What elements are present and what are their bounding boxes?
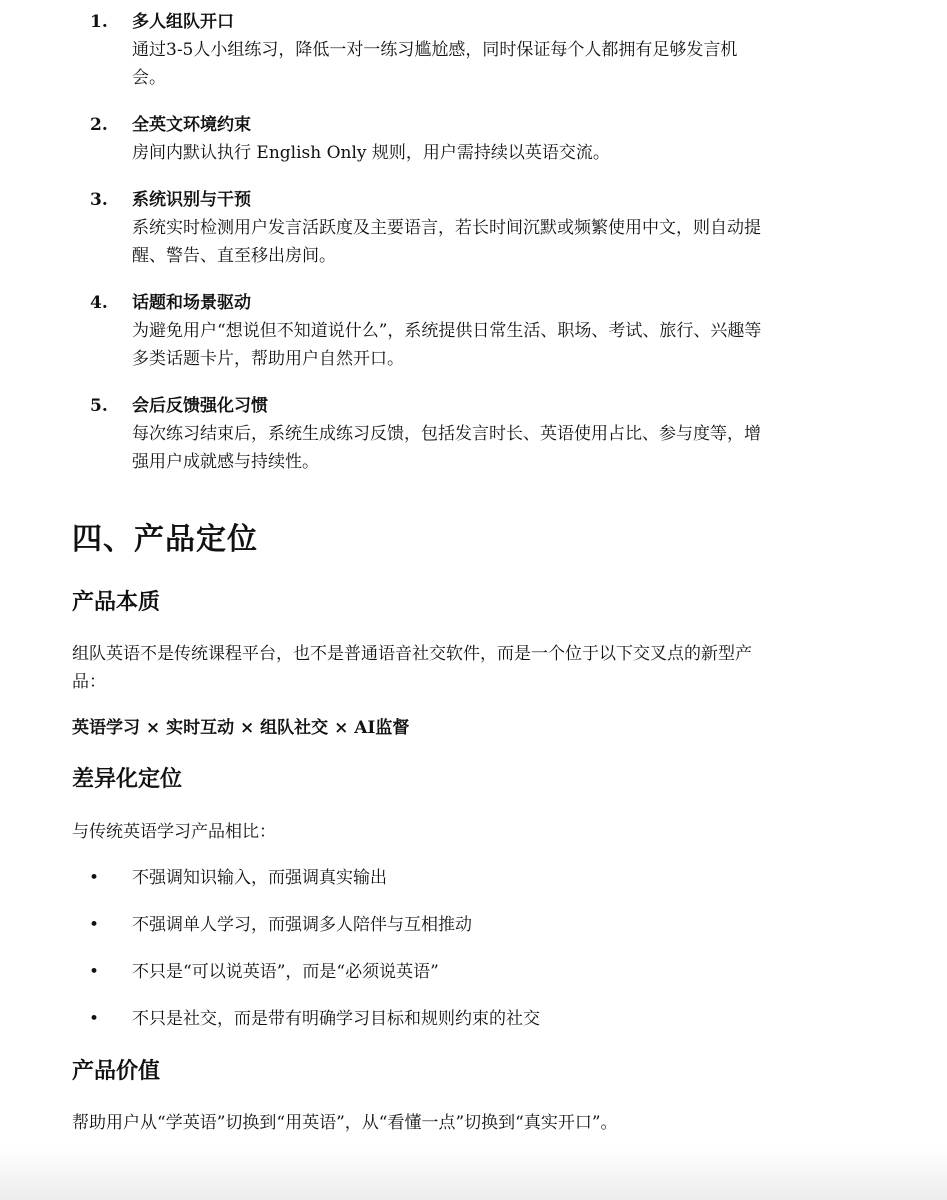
bullet-text: 不强调知识输入，而强调真实输出: [132, 868, 387, 888]
bullet-icon: •: [89, 868, 100, 888]
item-number: 2.: [90, 115, 108, 135]
list-item: [72, 186, 872, 289]
differentiation-bullet-list: [72, 864, 862, 1052]
list-item: [72, 289, 872, 392]
differentiation-heading: 差异化定位: [72, 766, 183, 792]
item-desc-line: 多类话题卡片，帮助用户自然开口。: [132, 349, 404, 369]
value-paragraph: 帮助用户从“学英语”切换到“用英语”，从“看懂一点”切换到“真实开口”。: [72, 1113, 618, 1133]
section-title: 四、产品定位: [72, 522, 258, 557]
item-desc-line: 每次练习结束后，系统生成练习反馈，包括发言时长、英语使用占比、参与度等，增: [132, 424, 761, 444]
list-item: [72, 392, 872, 482]
item-number: 1.: [90, 12, 108, 32]
bullet-icon: •: [89, 962, 100, 982]
item-desc-line: 房间内默认执行 English Only 规则，用户需持续以英语交流。: [132, 143, 610, 163]
essence-heading: 产品本质: [72, 589, 161, 615]
item-desc-line: 系统实时检测用户发言活跃度及主要语言，若长时间沉默或频繁使用中文，则自动提: [132, 218, 761, 238]
item-number: 5.: [90, 396, 108, 416]
essence-line: 组队英语不是传统课程平台，也不是普通语音社交软件，而是一个位于以下交叉点的新型产: [72, 644, 752, 664]
item-desc-line: 会。: [132, 68, 166, 88]
list-item: [72, 111, 872, 186]
essence-paragraph: [72, 640, 862, 696]
differentiation-intro: 与传统英语学习产品相比：: [72, 822, 276, 842]
value-heading: 产品价值: [72, 1058, 161, 1084]
page-bottom-shadow: [0, 1148, 947, 1200]
item-title: 多人组队开口: [132, 12, 234, 32]
bullet-item: [72, 1005, 862, 1052]
item-number: 4.: [90, 293, 108, 313]
bullet-text: 不只是社交，而是带有明确学习目标和规则约束的社交: [132, 1009, 540, 1029]
list-item: [72, 8, 872, 111]
item-title: 会后反馈强化习惯: [132, 396, 268, 416]
bullet-text: 不强调单人学习，而强调多人陪伴与互相推动: [132, 915, 472, 935]
item-number: 3.: [90, 190, 108, 210]
item-desc-line: 通过3-5人小组练习，降低一对一练习尴尬感，同时保证每个人都拥有足够发言机: [132, 40, 738, 60]
essence-formula: 英语学习 × 实时互动 × 组队社交 × AI监督: [72, 718, 410, 738]
bullet-icon: •: [89, 915, 100, 935]
item-desc-line: 醒、警告、直至移出房间。: [132, 246, 336, 266]
bullet-item: [72, 911, 862, 958]
bullet-text: 不只是“可以说英语”，而是“必须说英语”: [132, 962, 439, 982]
item-desc-line: 强用户成就感与持续性。: [132, 452, 319, 472]
bullet-item: [72, 864, 862, 911]
feature-numbered-list: [72, 8, 872, 482]
essence-line: 品：: [72, 672, 106, 692]
item-desc-line: 为避免用户“想说但不知道说什么”，系统提供日常生活、职场、考试、旅行、兴趣等: [132, 321, 762, 341]
item-title: 全英文环境约束: [132, 115, 251, 135]
bullet-icon: •: [89, 1009, 100, 1029]
item-title: 话题和场景驱动: [132, 293, 251, 313]
bullet-item: [72, 958, 862, 1005]
item-title: 系统识别与干预: [132, 190, 251, 210]
